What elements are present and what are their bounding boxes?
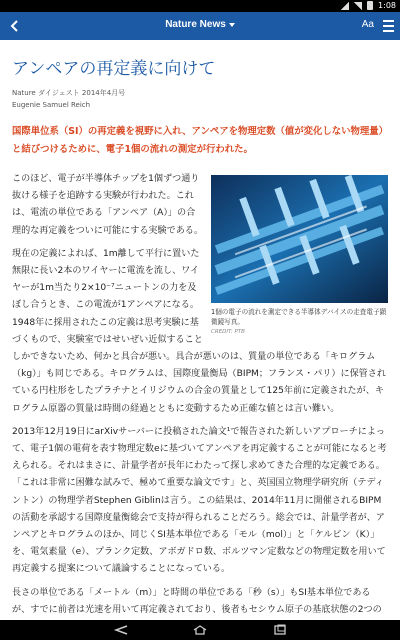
- home-nav-icon[interactable]: [192, 625, 208, 635]
- text-size-label: Aa: [361, 19, 374, 30]
- article-source: Nature ダイジェスト 2014年4月号: [12, 89, 126, 97]
- app-title-area: [0, 19, 400, 30]
- paragraph-1: このほど、電子が半導体チップを1個ずつ通り抜ける様子を追跡する実験が行われた。これは、電流の単位である「アンペア（A）」の合理的な再定義をついに可能にする実験である。: [12, 174, 203, 236]
- dropdown-caret-icon: [229, 23, 235, 27]
- navigation-bar: [0, 620, 400, 640]
- article-title: アンペアの再定義に向けて: [12, 59, 216, 79]
- article-scroll-area[interactable]: [0, 40, 400, 620]
- figure-caption: 1個の電子の流れを測定できる半導体デバイスの走査電子顕微鏡写真。: [211, 308, 387, 326]
- status-bar: [0, 0, 400, 12]
- menu-button[interactable]: [383, 20, 394, 32]
- article-figure[interactable]: [211, 175, 388, 335]
- article-lead: 国際単位系（SI）の再定義を視野に入れ、アンペアを物理定数（値が変化しない物理量）と結びつけるために、電子1個の流れの測定が行われた。: [12, 126, 384, 155]
- status-time: 1:08: [378, 1, 396, 10]
- battery-icon: [367, 1, 373, 10]
- paragraph-2: 現在の定義によれば、1m離して平行に置いた無限に長い2本のワイヤーに電流を流し、ワイヤーが1m当たり2×10⁻⁷ニュートンの力を及ぼし合うとき、この電流が1アンペアになる。1948年に採用されたこの定義は思考実験に基づくもので、実験室ではせいぜい近似することしかできないため、何かと具合が悪い。具合が悪いのは、質量の単位である「キログラム（kg）」も同じである。キログラムは、国際度量衡局（BIPM；フランス・パリ）に保管されている円柱形をしたプラチナとイリジウムの合金の質量として125年前に定義されたが、キログラム原器の質量は時間の経過とともに変動するため正確な値とは言い難い。: [12, 248, 386, 414]
- app-bar: [0, 12, 400, 40]
- semiconductor-device-image: [211, 175, 388, 303]
- signal-icon: [354, 2, 362, 10]
- paragraph-4: 長さの単位である「メートル（m）」と時間の単位である「秒（s）」もSI基本単位であるが、すでに前者は光速を用いて再定義されており、後者もセシウム原子の基底状態の2つの: [12, 587, 382, 615]
- section-dropdown[interactable]: [165, 19, 235, 30]
- text-size-button[interactable]: [362, 19, 374, 30]
- paragraph-3: 2013年12月19日にarXivサーバーに投稿された論文¹で報告された新しいアプローチによって、電子1個の電荷を表す物理定数eに基づいてアンペアを再定義することが可能になると考えられる。それはまさに、計量学者が長年にわたって探し求めてきた合理的な定義である。「これは非常に困難な試みで、極めて重要な論文です」と、英国国立物理学研究所（テディントン）の物理学者Stephen Giblinは言う。この結果は、2014年11月に開催されるBIPMの活動を承認する国際度量衡総会で支持が得られることだろう。総会では、計量学者が、アンペアとキログラムのほか、同じくSI基本単位である「モル（mol）」と「ケルビン（K）」を、電気素量（e）、プランク定数、アボガドロ数、ボルツマン定数などの物理定数を用いて再定義する提案について議論することになっている。: [12, 426, 387, 575]
- article: [0, 40, 400, 636]
- recent-apps-icon[interactable]: [272, 625, 288, 635]
- status-icons: [341, 1, 396, 10]
- app-title: Nature News: [165, 19, 226, 30]
- back-nav-icon[interactable]: [113, 625, 129, 635]
- figure-credit: CREDIT: PTB: [211, 329, 245, 335]
- article-author: Eugenie Samuel Reich: [12, 101, 91, 109]
- article-meta: [12, 87, 388, 111]
- wifi-icon: [341, 2, 349, 10]
